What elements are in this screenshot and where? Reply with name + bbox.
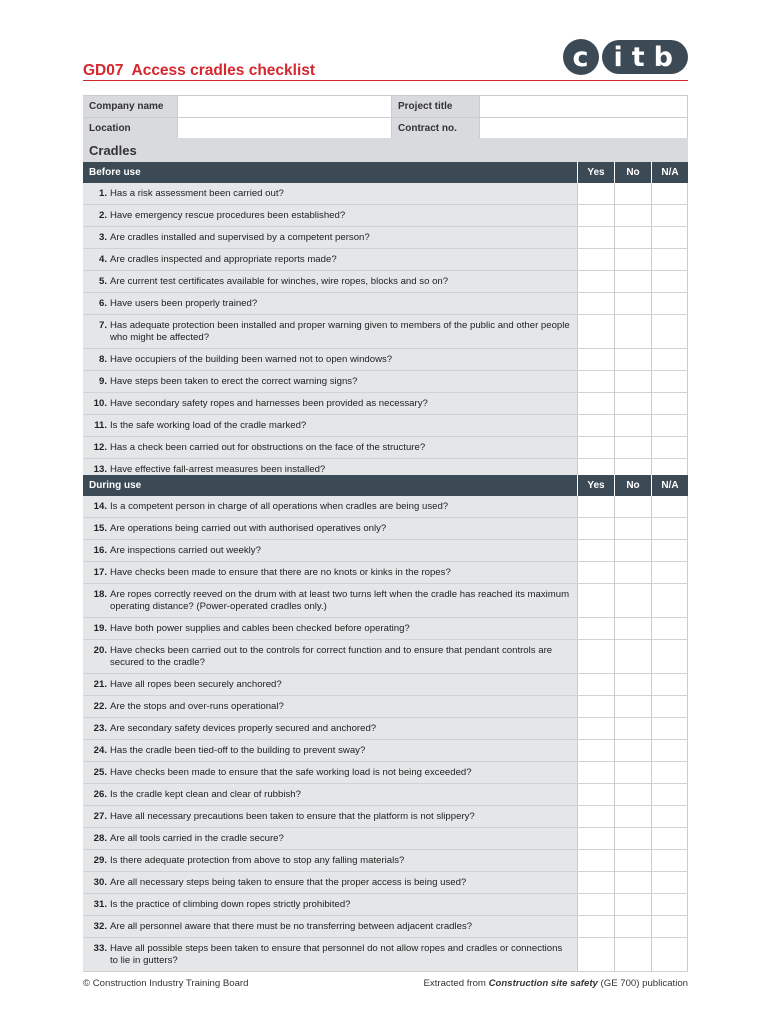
- question-text: Are the stops and over-runs operational?: [110, 700, 284, 712]
- answer-yes-cell[interactable]: [577, 718, 614, 739]
- during-use-header: [83, 475, 688, 496]
- answer-no-cell[interactable]: [614, 349, 651, 370]
- question-text: Are secondary safety devices properly secured and anchored?: [110, 722, 377, 734]
- question-number: 24.: [93, 744, 107, 756]
- answer-na-cell[interactable]: [651, 828, 688, 849]
- answer-yes-cell[interactable]: [577, 315, 614, 348]
- answer-yes-cell[interactable]: [577, 696, 614, 717]
- answer-na-cell[interactable]: [651, 894, 688, 915]
- checklist-row: [83, 696, 688, 718]
- answer-no-cell[interactable]: [614, 618, 651, 639]
- question-text: Are inspections carried out weekly?: [110, 544, 261, 556]
- company-name-field[interactable]: [177, 96, 392, 117]
- question-text: Are all personnel aware that there must be no transferring between adjacent cradles?: [110, 920, 473, 932]
- checklist-row: [83, 640, 688, 674]
- column-header-yes: Yes: [577, 162, 614, 183]
- document-code: GD07: [83, 62, 124, 79]
- question-text: Have checks been made to ensure that there are no knots or kinks in the ropes?: [110, 566, 451, 578]
- checklist-row: [83, 806, 688, 828]
- checklist-row: [83, 437, 688, 459]
- answer-na-cell[interactable]: [651, 584, 688, 617]
- answer-na-cell[interactable]: [651, 249, 688, 270]
- checklist-row: [83, 540, 688, 562]
- answer-no-cell[interactable]: [614, 674, 651, 695]
- answer-no-cell[interactable]: [614, 762, 651, 783]
- question-text: Have all ropes been securely anchored?: [110, 678, 282, 690]
- question-text: Has a risk assessment been carried out?: [110, 187, 284, 199]
- answer-na-cell[interactable]: [651, 371, 688, 392]
- question-cell: [83, 562, 577, 583]
- question-number: 18.: [93, 588, 107, 600]
- checklist-row: [83, 828, 688, 850]
- checklist-row: [83, 850, 688, 872]
- question-text: Have both power supplies and cables been checked before operating?: [110, 622, 410, 634]
- question-text: Have steps been taken to erect the correct warning signs?: [110, 375, 358, 387]
- answer-no-cell[interactable]: [614, 640, 651, 673]
- location-label: Location: [83, 118, 177, 139]
- answer-yes-cell[interactable]: [577, 740, 614, 761]
- checklist-row: [83, 740, 688, 762]
- answer-yes-cell[interactable]: [577, 850, 614, 871]
- question-text: Have occupiers of the building been warned not to open windows?: [110, 353, 393, 365]
- question-text: Are all tools carried in the cradle secure?: [110, 832, 284, 844]
- answer-na-cell[interactable]: [651, 496, 688, 517]
- checklist-row: [83, 674, 688, 696]
- question-number: 33.: [93, 942, 107, 954]
- publication-credit: [424, 978, 688, 989]
- answer-na-cell[interactable]: [651, 437, 688, 458]
- question-number: 14.: [93, 500, 107, 512]
- question-text: Is the cradle kept clean and clear of rubbish?: [110, 788, 301, 800]
- question-number: 3.: [98, 231, 107, 243]
- column-header-yes: Yes: [577, 475, 614, 496]
- answer-yes-cell[interactable]: [577, 618, 614, 639]
- answer-no-cell[interactable]: [614, 562, 651, 583]
- answer-na-cell[interactable]: [651, 618, 688, 639]
- answer-na-cell[interactable]: [651, 872, 688, 893]
- checklist-row: [83, 762, 688, 784]
- answer-na-cell[interactable]: [651, 640, 688, 673]
- question-text: Have effective fall-arrest measures been installed?: [110, 463, 326, 475]
- question-text: Have users been properly trained?: [110, 297, 258, 309]
- checklist-row: [83, 938, 688, 972]
- before-use-table: [83, 162, 688, 481]
- question-text: Is there adequate protection from above to stop any falling materials?: [110, 854, 405, 866]
- checklist-row: [83, 894, 688, 916]
- logo-itb-text: itb: [613, 41, 682, 73]
- question-cell: [83, 349, 577, 370]
- question-cell: [83, 540, 577, 561]
- document-title-text: Access cradles checklist: [131, 62, 316, 79]
- question-cell: [83, 293, 577, 314]
- answer-yes-cell[interactable]: [577, 784, 614, 805]
- question-number: 15.: [93, 522, 107, 534]
- answer-yes-cell[interactable]: [577, 806, 614, 827]
- answer-na-cell[interactable]: [651, 850, 688, 871]
- question-number: 20.: [93, 644, 107, 656]
- question-cell: [83, 371, 577, 392]
- before-use-header: [83, 162, 688, 183]
- answer-yes-cell[interactable]: [577, 183, 614, 204]
- question-cell: [83, 916, 577, 937]
- question-cell: [83, 271, 577, 292]
- question-number: 23.: [93, 722, 107, 734]
- question-text: Is a competent person in charge of all operations when cradles are being used?: [110, 500, 449, 512]
- answer-yes-cell[interactable]: [577, 872, 614, 893]
- checklist-row: [83, 718, 688, 740]
- question-cell: [83, 227, 577, 248]
- project-title-field[interactable]: [479, 96, 688, 117]
- during-use-table: [83, 475, 688, 972]
- answer-no-cell[interactable]: [614, 437, 651, 458]
- answer-na-cell[interactable]: [651, 393, 688, 414]
- answer-na-cell[interactable]: [651, 293, 688, 314]
- answer-yes-cell[interactable]: [577, 371, 614, 392]
- answer-na-cell[interactable]: [651, 784, 688, 805]
- answer-yes-cell[interactable]: [577, 393, 614, 414]
- answer-yes-cell[interactable]: [577, 496, 614, 517]
- question-text: Have checks been carried out to the controls for correct function and to ensure that pendant controls are secured to the cradle?: [110, 644, 553, 668]
- checklist-row: [83, 562, 688, 584]
- answer-no-cell[interactable]: [614, 850, 651, 871]
- copyright-text: © Construction Industry Training Board: [83, 978, 249, 989]
- question-text: Has a check been carried out for obstructions on the face of the structure?: [110, 441, 426, 453]
- answer-na-cell[interactable]: [651, 696, 688, 717]
- question-number: 8.: [98, 353, 107, 365]
- answer-na-cell[interactable]: [651, 205, 688, 226]
- extracted-prefix: Extracted from: [423, 978, 489, 989]
- logo-itb: [602, 40, 689, 74]
- answer-no-cell[interactable]: [614, 183, 651, 204]
- question-number: 9.: [98, 375, 107, 387]
- question-text: Has the cradle been tied-off to the building to prevent sway?: [110, 744, 366, 756]
- answer-na-cell[interactable]: [651, 415, 688, 436]
- answer-no-cell[interactable]: [614, 293, 651, 314]
- question-cell: [83, 618, 577, 639]
- answer-na-cell[interactable]: [651, 271, 688, 292]
- answer-yes-cell[interactable]: [577, 349, 614, 370]
- answer-no-cell[interactable]: [614, 540, 651, 561]
- question-text: Are ropes correctly reeved on the drum with at least two turns left when the cradle has reached its maximum operating distance? (Power-operated cradles only.): [110, 588, 570, 612]
- answer-yes-cell[interactable]: [577, 271, 614, 292]
- question-cell: [83, 850, 577, 871]
- question-text: Have emergency rescue procedures been established?: [110, 209, 346, 221]
- question-number: 26.: [93, 788, 107, 800]
- answer-no-cell[interactable]: [614, 938, 651, 971]
- question-number: 2.: [98, 209, 107, 221]
- document-title: [83, 62, 315, 80]
- column-header-na: N/A: [651, 475, 688, 496]
- question-text: Is the safe working load of the cradle marked?: [110, 419, 307, 431]
- answer-no-cell[interactable]: [614, 718, 651, 739]
- title-rule: [83, 80, 688, 81]
- question-number: 30.: [93, 876, 107, 888]
- question-number: 6.: [98, 297, 107, 309]
- answer-no-cell[interactable]: [614, 315, 651, 348]
- location-field[interactable]: [177, 118, 392, 139]
- question-cell: [83, 696, 577, 717]
- logo-c: c: [563, 39, 599, 75]
- answer-na-cell[interactable]: [651, 674, 688, 695]
- meta-row-2: [83, 118, 688, 140]
- page-header: [83, 34, 688, 84]
- checklist-row: [83, 349, 688, 371]
- answer-no-cell[interactable]: [614, 415, 651, 436]
- publication-title: Construction site safety: [488, 978, 598, 989]
- question-number: 21.: [93, 678, 107, 690]
- question-cell: [83, 784, 577, 805]
- answer-no-cell[interactable]: [614, 271, 651, 292]
- answer-na-cell[interactable]: [651, 540, 688, 561]
- question-number: 13.: [93, 463, 107, 475]
- question-number: 16.: [93, 544, 107, 556]
- checklist-row: [83, 415, 688, 437]
- question-cell: [83, 393, 577, 414]
- checklist-row: [83, 293, 688, 315]
- checklist-row: [83, 249, 688, 271]
- answer-no-cell[interactable]: [614, 872, 651, 893]
- checklist-row: [83, 518, 688, 540]
- checklist-row: [83, 784, 688, 806]
- question-number: 11.: [94, 419, 107, 431]
- answer-yes-cell[interactable]: [577, 584, 614, 617]
- checklist-row: [83, 271, 688, 293]
- answer-yes-cell[interactable]: [577, 518, 614, 539]
- question-number: 19.: [93, 622, 107, 634]
- question-text: Are cradles installed and supervised by a competent person?: [110, 231, 370, 243]
- answer-yes-cell[interactable]: [577, 938, 614, 971]
- column-header-no: No: [614, 475, 651, 496]
- answer-yes-cell[interactable]: [577, 227, 614, 248]
- answer-no-cell[interactable]: [614, 518, 651, 539]
- question-text: Are cradles inspected and appropriate reports made?: [110, 253, 337, 265]
- question-cell: [83, 938, 577, 971]
- checklist-row: [83, 584, 688, 618]
- question-number: 29.: [93, 854, 107, 866]
- question-cell: [83, 496, 577, 517]
- question-cell: [83, 828, 577, 849]
- answer-na-cell[interactable]: [651, 349, 688, 370]
- question-number: 22.: [93, 700, 107, 712]
- question-number: 4.: [98, 253, 107, 265]
- project-details: [83, 95, 688, 140]
- question-text: Has adequate protection been installed and proper warning given to members of the public and other people who might be affected?: [110, 319, 570, 343]
- question-text: Have secondary safety ropes and harnesses been provided as necessary?: [110, 397, 428, 409]
- answer-yes-cell[interactable]: [577, 894, 614, 915]
- checklist-row: [83, 205, 688, 227]
- answer-no-cell[interactable]: [614, 496, 651, 517]
- checklist-row: [83, 496, 688, 518]
- question-cell: [83, 584, 577, 617]
- question-cell: [83, 674, 577, 695]
- answer-na-cell[interactable]: [651, 938, 688, 971]
- question-number: 28.: [93, 832, 107, 844]
- question-cell: [83, 740, 577, 761]
- checklist-row: [83, 371, 688, 393]
- answer-na-cell[interactable]: [651, 227, 688, 248]
- question-number: 5.: [98, 275, 107, 287]
- contract-no-label: Contract no.: [392, 118, 479, 139]
- question-cell: [83, 518, 577, 539]
- question-text: Is the practice of climbing down ropes strictly prohibited?: [110, 898, 351, 910]
- question-cell: [83, 718, 577, 739]
- question-cell: [83, 415, 577, 436]
- answer-yes-cell[interactable]: [577, 640, 614, 673]
- answer-na-cell[interactable]: [651, 315, 688, 348]
- answer-no-cell[interactable]: [614, 894, 651, 915]
- checklist-row: [83, 916, 688, 938]
- question-number: 10.: [93, 397, 107, 409]
- question-text: Have checks been made to ensure that the safe working load is not being exceeded?: [110, 766, 472, 778]
- question-text: Have all necessary precautions been taken to ensure that the platform is not slippery?: [110, 810, 475, 822]
- section-heading: Before use: [89, 167, 141, 178]
- question-cell: [83, 205, 577, 226]
- question-number: 1.: [98, 187, 107, 199]
- answer-na-cell[interactable]: [651, 762, 688, 783]
- answer-na-cell[interactable]: [651, 562, 688, 583]
- question-text: Are current test certificates available for winches, wire ropes, blocks and so on?: [110, 275, 449, 287]
- question-number: 12.: [93, 441, 107, 453]
- section-heading: During use: [89, 480, 142, 491]
- column-header-na: N/A: [651, 162, 688, 183]
- answer-na-cell[interactable]: [651, 183, 688, 204]
- answer-no-cell[interactable]: [614, 828, 651, 849]
- answer-yes-cell[interactable]: [577, 674, 614, 695]
- answer-na-cell[interactable]: [651, 916, 688, 937]
- answer-yes-cell[interactable]: [577, 762, 614, 783]
- answer-no-cell[interactable]: [614, 227, 651, 248]
- answer-yes-cell[interactable]: [577, 437, 614, 458]
- answer-no-cell[interactable]: [614, 784, 651, 805]
- question-cell: [83, 183, 577, 204]
- answer-no-cell[interactable]: [614, 740, 651, 761]
- checklist-row: [83, 183, 688, 205]
- checklist-row: [83, 618, 688, 640]
- question-number: 7.: [98, 319, 107, 331]
- section-title: Cradles: [83, 138, 688, 162]
- question-text: Have all possible steps been taken to ensure that personnel do not allow ropes and cradles or connections to lie in gutters?: [110, 942, 563, 966]
- checklist-row: [83, 227, 688, 249]
- answer-yes-cell[interactable]: [577, 828, 614, 849]
- answer-yes-cell[interactable]: [577, 293, 614, 314]
- answer-na-cell[interactable]: [651, 740, 688, 761]
- question-cell: [83, 640, 577, 673]
- question-number: 25.: [93, 766, 107, 778]
- answer-no-cell[interactable]: [614, 584, 651, 617]
- answer-no-cell[interactable]: [614, 696, 651, 717]
- question-cell: [83, 315, 577, 348]
- question-number: 17.: [93, 566, 107, 578]
- meta-row-1: [83, 96, 688, 118]
- question-number: 31.: [93, 898, 107, 910]
- question-number: 32.: [93, 920, 107, 932]
- extracted-suffix: (GE 700) publication: [597, 978, 688, 989]
- question-number: 27.: [93, 810, 107, 822]
- column-header-no: No: [614, 162, 651, 183]
- answer-no-cell[interactable]: [614, 371, 651, 392]
- question-cell: [83, 762, 577, 783]
- answer-yes-cell[interactable]: [577, 415, 614, 436]
- question-cell: [83, 894, 577, 915]
- question-cell: [83, 249, 577, 270]
- project-title-label: Project title: [392, 96, 479, 117]
- checklist-row: [83, 315, 688, 349]
- answer-no-cell[interactable]: [614, 393, 651, 414]
- checklist-row: [83, 872, 688, 894]
- checklist-row: [83, 393, 688, 415]
- answer-no-cell[interactable]: [614, 205, 651, 226]
- answer-yes-cell[interactable]: [577, 540, 614, 561]
- answer-na-cell[interactable]: [651, 518, 688, 539]
- answer-yes-cell[interactable]: [577, 562, 614, 583]
- answer-yes-cell[interactable]: [577, 249, 614, 270]
- answer-no-cell[interactable]: [614, 806, 651, 827]
- answer-na-cell[interactable]: [651, 718, 688, 739]
- answer-yes-cell[interactable]: [577, 205, 614, 226]
- question-cell: [83, 872, 577, 893]
- answer-no-cell[interactable]: [614, 916, 651, 937]
- answer-no-cell[interactable]: [614, 249, 651, 270]
- answer-na-cell[interactable]: [651, 806, 688, 827]
- question-cell: [83, 437, 577, 458]
- answer-yes-cell[interactable]: [577, 916, 614, 937]
- question-cell: [83, 806, 577, 827]
- question-text: Are operations being carried out with authorised operatives only?: [110, 522, 387, 534]
- company-name-label: Company name: [83, 96, 177, 117]
- contract-no-field[interactable]: [479, 118, 688, 139]
- citb-logo: [563, 39, 689, 75]
- question-text: Are all necessary steps being taken to ensure that the proper access is being used?: [110, 876, 467, 888]
